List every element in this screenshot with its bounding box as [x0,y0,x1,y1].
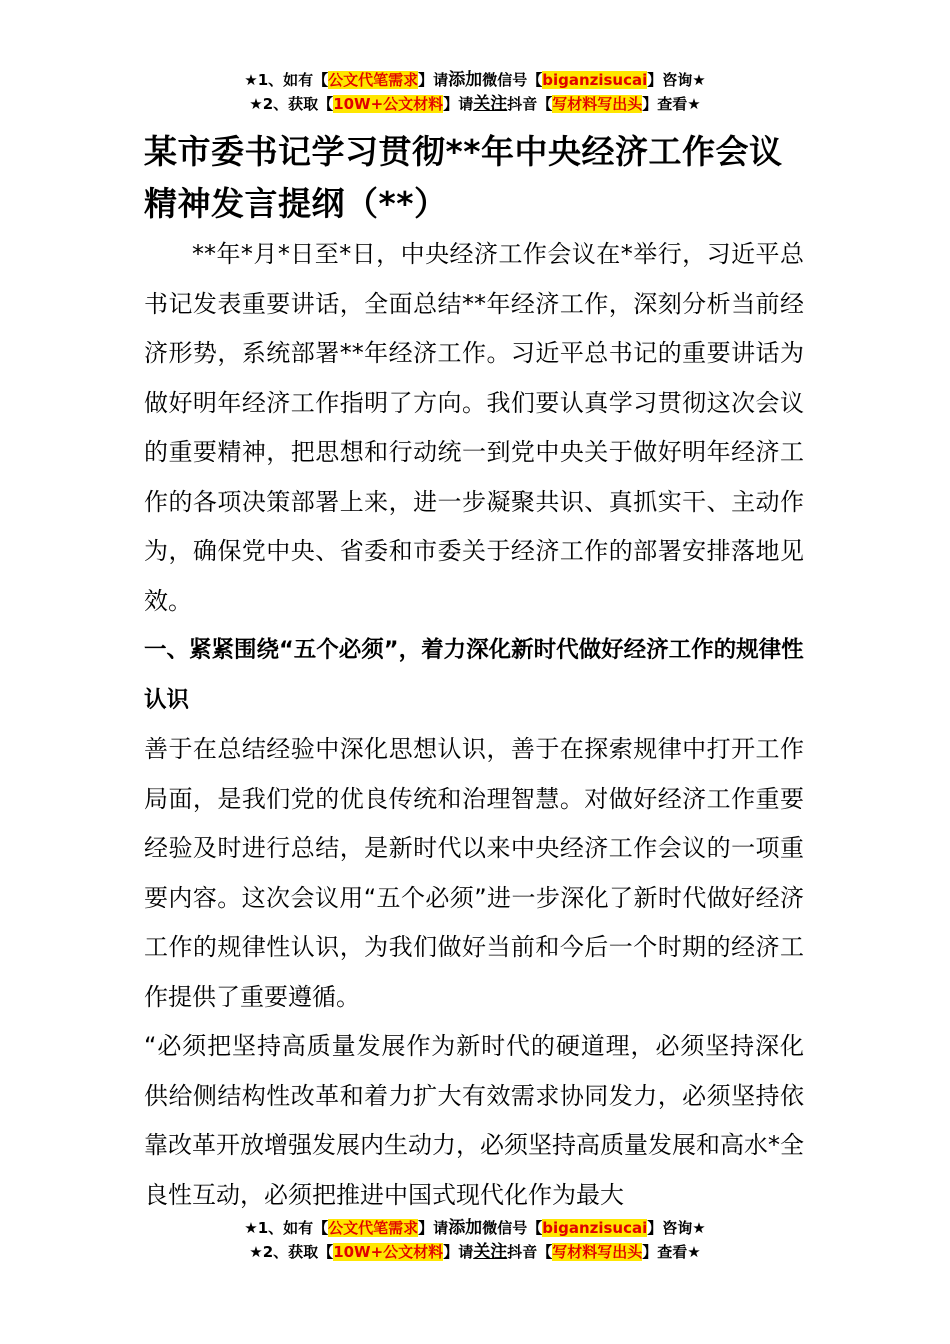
wechat-id: biganzisucai [542,1219,648,1237]
douyin-id: 写材料写出头 [552,95,643,113]
douyin-id: 写材料写出头 [552,1243,643,1261]
intro-paragraph: **年*月*日至*日，中央经济工作会议在*举行，习近平总书记发表重要讲话，全面总结**年经济工作，深刻分析当前经济形势，系统部署**年经济工作。习近平总书记的重要讲话为做好明年经济工作指明了方向。我们要认真学习贯彻这次会议的重要精神，把思想和行动统一到党中央关于做好明年经济工作的各项决策部署上来，进一步凝聚共识、真抓实干、主动作为，确保党中央、省委和市委关于经济工作的部署安排落地见效。 [144,240,804,615]
quote-paragraph: “必须把坚持高质量发展作为新时代的硬道理，必须坚持深化供给侧结构性改革和着力扩大有效需求协同发力，必须坚持依靠改革开放增强发展内生动力，必须坚持高质量发展和高水*全良性互动，必须把推进中国式现代化作为最大 [144,1032,804,1209]
promo-highlight: 公文代笔需求 [328,1219,419,1237]
wechat-id: biganzisucai [542,71,648,89]
promo-line-1-top: ★1、如有【公文代笔需求】请添加微信号【biganzisucai】咨询★ [244,70,706,90]
document-body [144,126,804,1220]
promo-line-2-top: ★2、获取【10W+公文材料】请关注抖音【写材料写出头】查看★ [249,94,701,114]
promo-line-1-bottom: ★1、如有【公文代笔需求】请添加微信号【biganzisucai】咨询★ [244,1218,706,1238]
section-1-heading: 一、紧紧围绕“五个必须”，着力深化新时代做好经济工作的规律性认识 [144,637,804,713]
promo-line-2-bottom: ★2、获取【10W+公文材料】请关注抖音【写材料写出头】查看★ [249,1242,701,1262]
promo-highlight: 10W+公文材料 [333,95,444,113]
section-1-paragraph: 善于在总结经验中深化思想认识，善于在探索规律中打开工作局面，是我们党的优良传统和治理智慧。对做好经济工作重要经验及时进行总结，是新时代以来中央经济工作会议的一项重要内容。这次会议用“五个必须”进一步深化了新时代做好经济工作的规律性认识，为我们做好当前和今后一个时期的经济工作提供了重要遵循。 [144,735,804,1011]
promo-highlight: 公文代笔需求 [328,71,419,89]
document-title: 某市委书记学习贯彻**年中央经济工作会议精神发言提纲（**） [144,132,783,223]
promo-highlight: 10W+公文材料 [333,1243,444,1261]
